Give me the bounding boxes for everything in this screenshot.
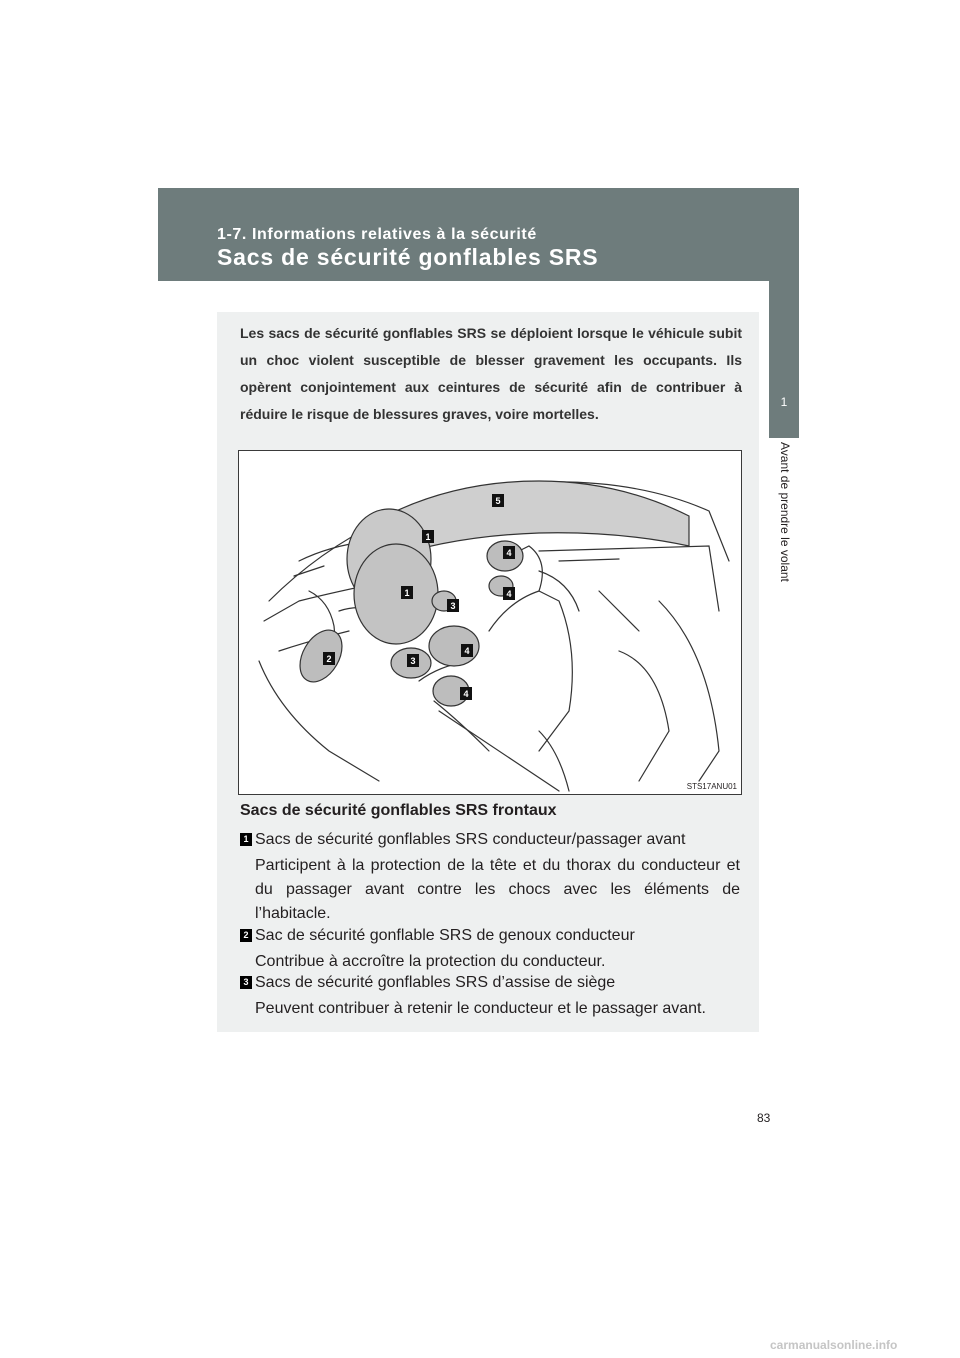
callout-4-c: 4 [464, 646, 470, 656]
callout-1-top: 1 [425, 532, 431, 542]
airbag-illustration [238, 450, 742, 795]
page-number: 83 [757, 1111, 771, 1125]
chapter-tab [769, 188, 799, 438]
callout-4-a: 4 [506, 548, 512, 558]
section-title: 1-7. Informations relatives à la sécurité [217, 226, 537, 243]
callout-3-front: 3 [410, 656, 416, 666]
watermark: carmanualsonline.info [770, 1338, 898, 1352]
item-number-badge: 2 [240, 929, 252, 942]
item-name: Sac de sécurité gonflable SRS de genoux conducteur [255, 927, 635, 944]
callout-2: 2 [326, 654, 332, 664]
chapter-label: Avant de prendre le volant [778, 442, 792, 582]
airbag-diagram [239, 451, 741, 794]
item-description: Participent à la protection de la tête et du thorax du conducteur et du passager avant contre les chocs avec les éléments de l’habitacle. [255, 857, 740, 922]
driver-airbag [354, 544, 438, 644]
callout-4-b: 4 [506, 589, 512, 599]
figure-code: STS17ANU01 [686, 782, 737, 791]
intro-paragraph: Les sacs de sécurité gonflables SRS se déploient lorsque le véhicule subit un choc violent susceptible de blesser gravement les occupants. Ils opèrent conjointement aux ceintures de sécurité afin de contribuer à réduire le risque de blessures graves, voire mortelles. [240, 325, 742, 422]
chapter-header [158, 188, 799, 281]
content-panel [217, 312, 759, 1032]
chapter-number: 1 [780, 395, 788, 409]
item-name: Sacs de sécurité gonflables SRS conducteur/passager avant [255, 831, 686, 848]
item-description: Peuvent contribuer à retenir le conducteur et le passager avant. [255, 1000, 706, 1017]
callout-3-rear: 3 [450, 601, 456, 611]
item-description: Contribue à accroître la protection du conducteur. [255, 953, 606, 970]
item-name: Sacs de sécurité gonflables SRS d’assise de siège [255, 974, 616, 991]
callout-1-bottom: 1 [404, 588, 410, 598]
section-heading: Sacs de sécurité gonflables SRS frontaux [240, 802, 557, 819]
item-number-badge: 1 [240, 833, 252, 846]
item-number-badge: 3 [240, 976, 252, 989]
callout-4-d: 4 [463, 689, 469, 699]
page-title: Sacs de sécurité gonflables SRS [217, 244, 599, 270]
callout-5: 5 [495, 496, 501, 506]
